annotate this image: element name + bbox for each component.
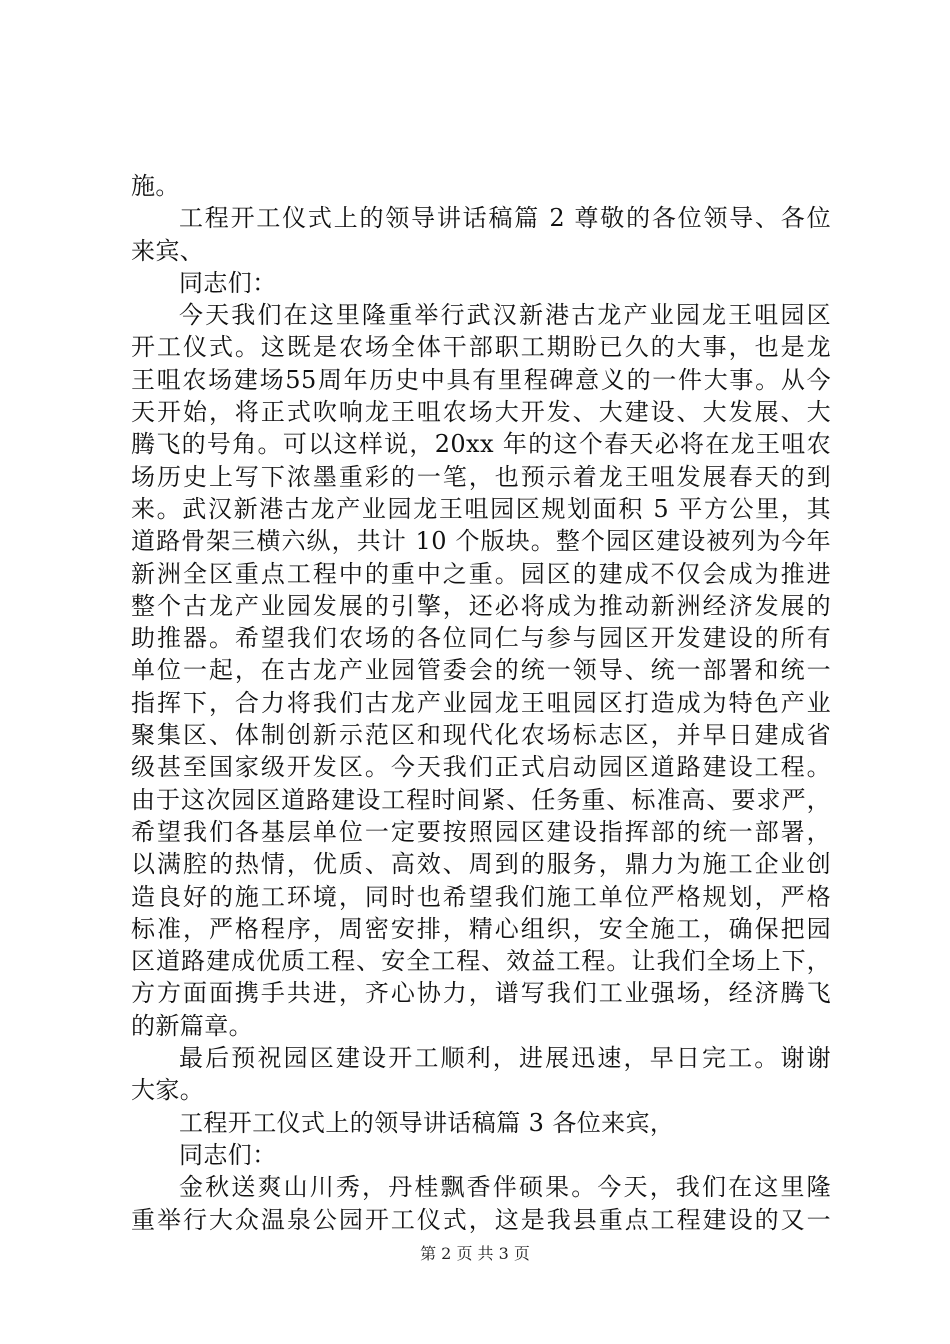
text-line: 方方面面携手共进，齐心协力，谱写我们工业强场，经济腾飞 <box>131 979 831 1008</box>
text-line: 希望我们各基层单位一定要按照园区建设指挥部的统一部署， <box>131 817 831 846</box>
text-line: 造良好的施工环境，同时也希望我们施工单位严格规划，严格 <box>131 882 831 911</box>
text-line: 最后预祝园区建设开工顺利，进展迅速，早日完工。谢谢 <box>179 1044 831 1073</box>
text-line: 腾飞的号角。可以这样说，20xx 年的这个春天必将在龙王咀农 <box>131 430 831 459</box>
text-line: 新洲全区重点工程中的重中之重。园区的建成不仅会成为推进 <box>131 559 831 588</box>
text-line: 同志们： <box>179 1140 277 1169</box>
text-line: 来宾、 <box>131 236 205 265</box>
text-line: 同志们： <box>179 268 277 297</box>
text-line: 场历史上写下浓墨重彩的一笔，也预示着龙王咀发展春天的到 <box>131 462 831 491</box>
text-line: 金秋送爽山川秀，丹桂飘香伴硕果。今天，我们在这里隆 <box>179 1173 831 1202</box>
text-line: 施。 <box>131 172 180 200</box>
text-line: 标准，严格程序，周密安排，精心组织，安全施工，确保把园 <box>131 914 831 943</box>
text-line: 助推器。希望我们农场的各位同仁与参与园区开发建设的所有 <box>131 624 831 653</box>
text-line: 今天我们在这里隆重举行武汉新港古龙产业园龙王咀园区 <box>179 301 831 330</box>
text-line: 道路骨架三横六纵，共计 10 个版块。整个园区建设被列为今年 <box>131 527 831 556</box>
text-line: 工程开工仪式上的领导讲话稿篇 3 各位来宾， <box>179 1108 675 1137</box>
text-line: 王咀农场建场55周年历史中具有里程碑意义的一件大事。从今 <box>131 365 831 394</box>
text-line: 来。武汉新港古龙产业园龙王咀园区规划面积 5 平方公里，其 <box>131 494 831 523</box>
text-line: 开工仪式。这既是农场全体干部职工期盼已久的大事，也是龙 <box>131 333 831 362</box>
text-line: 区道路建成优质工程、安全工程、效益工程。让我们全场上下， <box>131 947 831 976</box>
text-line: 级甚至国家级开发区。今天我们正式启动园区道路建设工程。 <box>131 753 831 782</box>
page-footer: 第 2 页 共 3 页 <box>420 1244 530 1263</box>
text-line: 由于这次园区道路建设工程时间紧、任务重、标准高、要求严， <box>131 785 831 814</box>
text-line: 整个古龙产业园发展的引擎，还必将成为推动新洲经济发展的 <box>131 591 831 620</box>
text-line: 指挥下，合力将我们古龙产业园龙王咀园区打造成为特色产业 <box>131 688 831 717</box>
text-line: 的新篇章。 <box>131 1011 253 1040</box>
text-line: 工程开工仪式上的领导讲话稿篇 2 尊敬的各位领导、各位 <box>179 204 831 233</box>
document-body <box>131 170 831 1236</box>
text-line: 单位一起，在古龙产业园管委会的统一领导、统一部署和统一 <box>131 656 831 685</box>
text-line: 重举行大众温泉公园开工仪式，这是我县重点工程建设的又一 <box>131 1205 831 1234</box>
text-line: 以满腔的热情，优质、高效、周到的服务，鼎力为施工企业创 <box>131 850 831 879</box>
text-line: 大家。 <box>131 1076 205 1105</box>
text-line: 聚集区、体制创新示范区和现代化农场标志区，并早日建成省 <box>131 721 831 750</box>
text-line: 天开始，将正式吹响龙王咀农场大开发、大建设、大发展、大 <box>131 398 831 427</box>
